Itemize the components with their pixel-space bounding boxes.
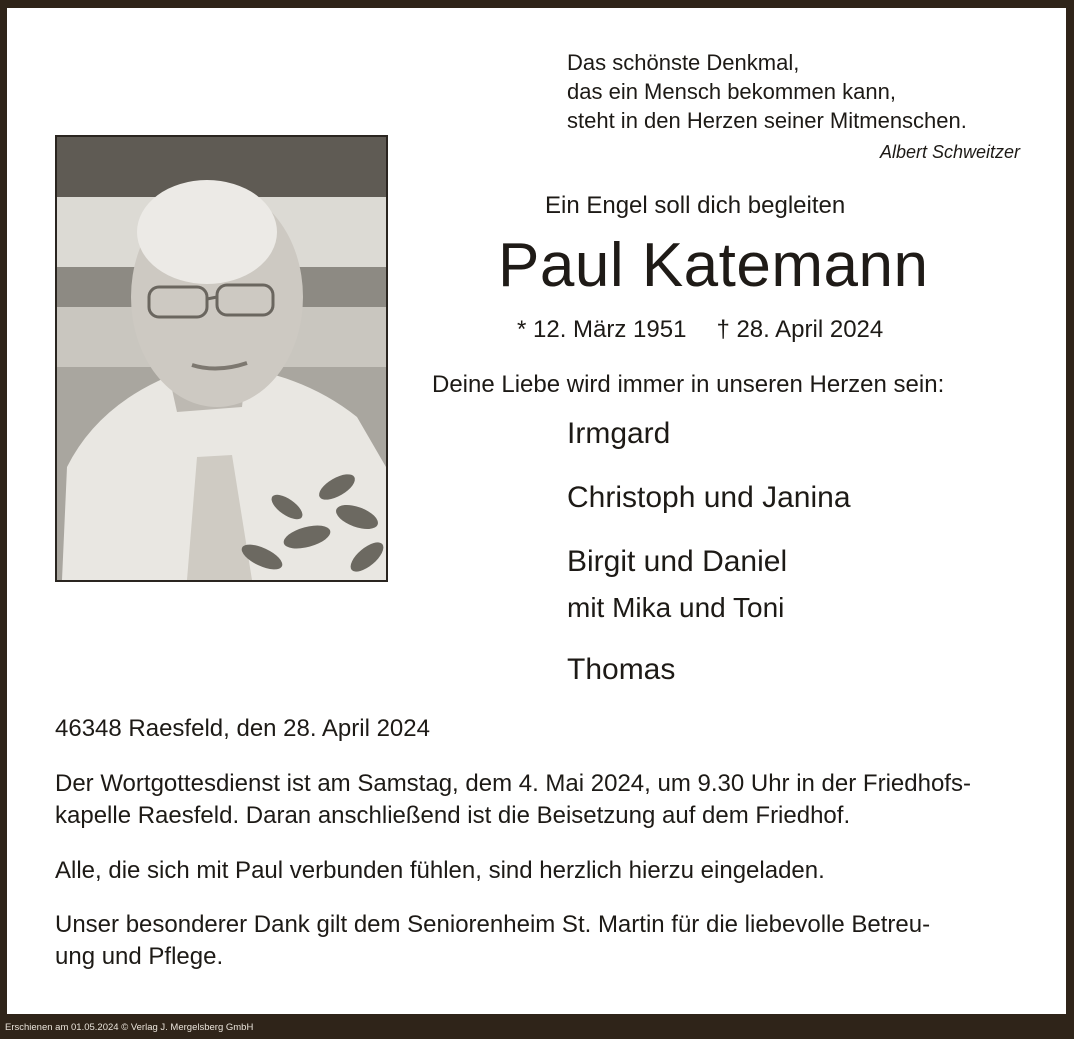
family-member-thomas: Thomas <box>567 653 676 686</box>
quote-line: das ein Mensch bekommen kann, <box>567 79 896 104</box>
quote <box>567 48 967 135</box>
family-member-irmgard: Irmgard <box>567 417 671 450</box>
place-date: 46348 Raesfeld, den 28. April 2024 <box>55 715 430 742</box>
subtitle-line: Ein Engel soll dich begleiten <box>545 192 846 219</box>
family-member-birgit: Birgit und Daniel <box>567 545 788 578</box>
love-line: Deine Liebe wird immer in unseren Herzen sein: <box>432 371 945 398</box>
quote-line: Das schönste Denkmal, <box>567 50 800 75</box>
thanks <box>55 909 930 973</box>
publication-footer: Erschienen am 01.05.2024 © Verlag J. Mergelsberg GmbH <box>5 1022 254 1033</box>
thanks-line: Unser besonderer Dank gilt dem Seniorenheim St. Martin für die liebevolle Betreu- <box>55 911 931 938</box>
family-member-grandchildren: mit Mika und Toni <box>567 592 785 623</box>
life-dates <box>517 316 883 344</box>
family-member-christoph: Christoph und Janina <box>567 481 851 514</box>
quote-line: steht in den Herzen seiner Mitmenschen. <box>567 108 967 133</box>
birth-date: * 12. März 1951 <box>517 316 687 343</box>
service-info-line: Der Wortgottesdienst ist am Samstag, dem 4. Mai 2024, um 9.30 Uhr in der Friedhofs- <box>55 770 971 797</box>
thanks-line: ung und Pflege. <box>55 943 224 970</box>
service-info-line: kapelle Raesfeld. Daran anschließend ist die Beisetzung auf dem Friedhof. <box>55 802 851 829</box>
portrait-photo <box>55 135 388 582</box>
service-info <box>55 768 971 832</box>
quote-author: Albert Schweitzer <box>879 142 1020 162</box>
invitation: Alle, die sich mit Paul verbunden fühlen, sind herzlich hierzu eingeladen. <box>55 857 825 884</box>
death-date: † 28. April 2024 <box>716 316 884 343</box>
deceased-name: Paul Katemann <box>498 231 929 300</box>
